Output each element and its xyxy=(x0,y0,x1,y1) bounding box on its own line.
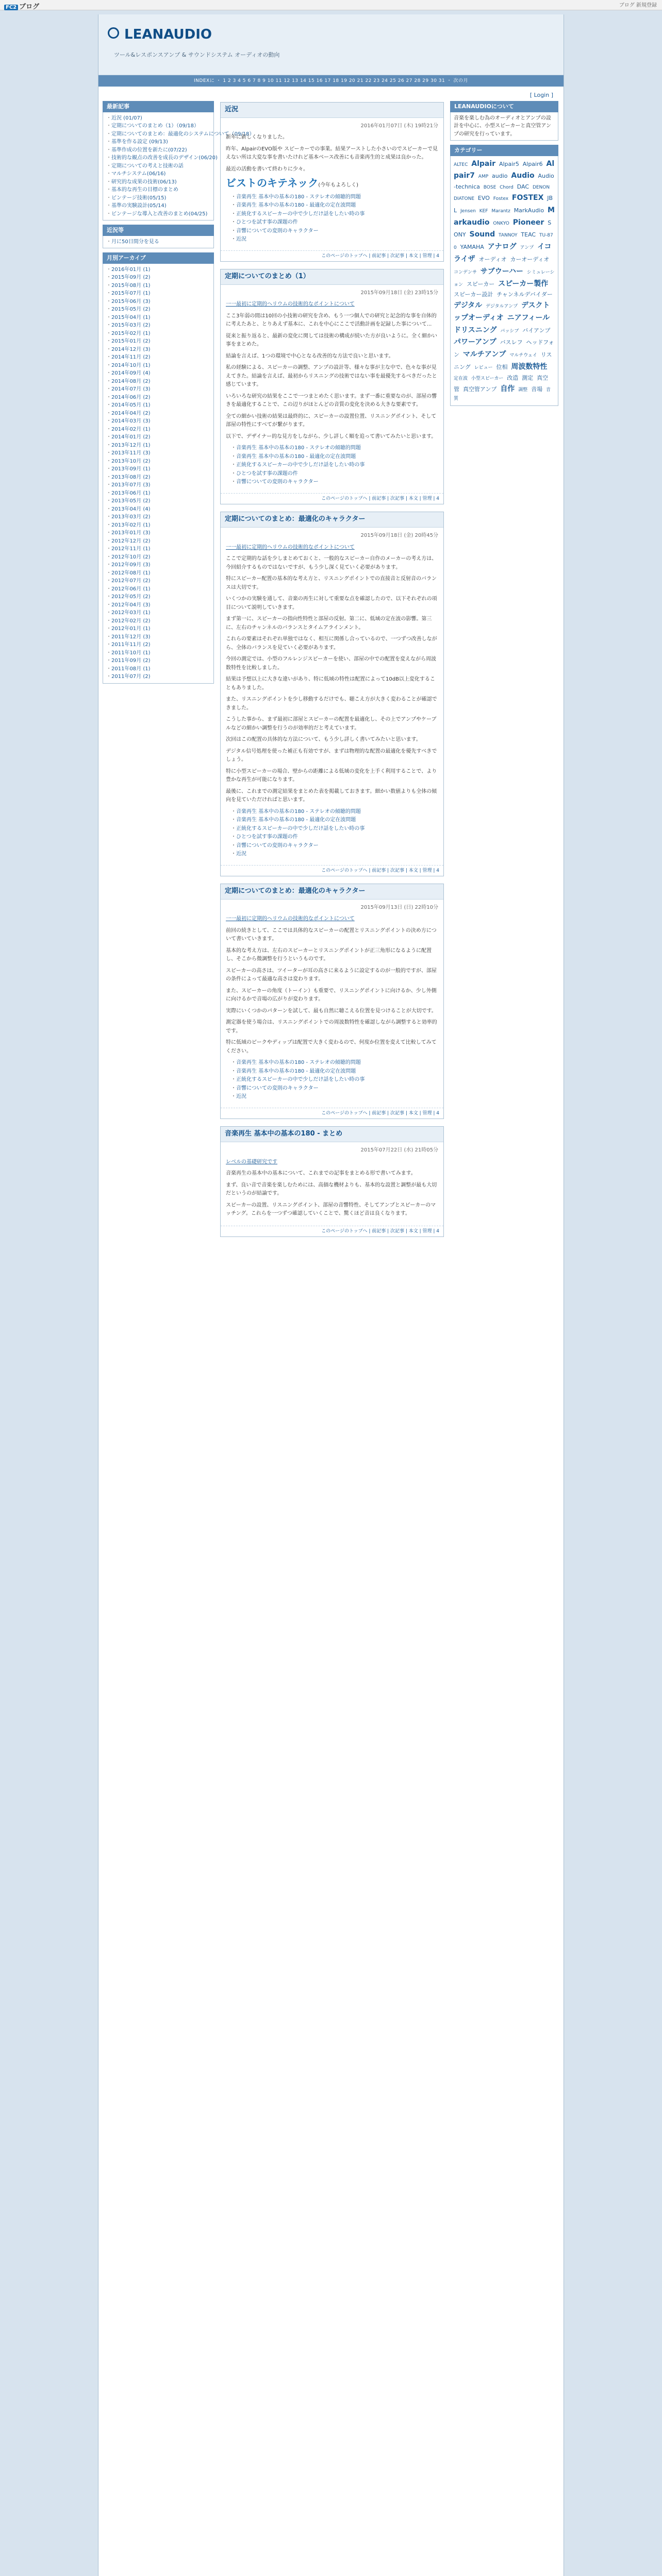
post-title[interactable]: 定期についてのまとめ（1） xyxy=(221,269,443,285)
tag-link[interactable]: サブウーハー xyxy=(480,267,524,276)
tag-link[interactable]: バイアンプ xyxy=(522,327,551,334)
post-date: 2015年09月18日 (金) 20時45分 xyxy=(360,533,438,539)
post-paragraph: 実際にいくつかのパターンを試して、最も自然に聴こえる位置を見つけることが大切です。 xyxy=(226,1008,437,1014)
archive-link[interactable]: ・ 2013年02月 (1) xyxy=(106,521,210,530)
archive-link[interactable]: ・ 2011年10月 (1) xyxy=(106,649,210,657)
archive-link[interactable]: ・ 2013年09月 (1) xyxy=(106,465,210,473)
recent-posts-list xyxy=(103,112,255,221)
tag-link[interactable]: Pioneer xyxy=(512,218,544,227)
about-text: 音楽を楽しむ為のオーディオとアンプの設計を中心に、小型スピーカーと真空管アンプの研究を行っています。 xyxy=(454,115,551,137)
tag-link[interactable]: Audio-technica xyxy=(454,173,554,191)
tag-link[interactable]: FOSTEX xyxy=(511,193,544,202)
post-paragraph: 特に小型スピーカーの場合、壁からの距離による低域の変化を上手く利用することで、より豊かな再生が可能になります。 xyxy=(226,768,437,783)
related-link[interactable]: ・ 近況 xyxy=(231,235,438,244)
related-link[interactable]: ・ 音楽再生 基本中の基本の180 - 最適化の定在波問題 xyxy=(231,201,438,210)
archive-link[interactable]: ・ 2013年11月 (3) xyxy=(106,449,210,457)
archive-link[interactable]: ・ 2012年11月 (1) xyxy=(106,545,210,553)
related-link[interactable]: ・ 正統化するスピーカーの中で少しだけ話をしたい時の事 xyxy=(231,210,438,219)
post-paragraph: 測定器を使う場合は、リスニングポイントでの周波数特性を確認しながら調整すると効率的です。 xyxy=(226,1020,437,1034)
related-link[interactable]: ・ 正統化するスピーカーの中で少しだけ話をしたい時の事 xyxy=(231,461,438,470)
tag-link[interactable]: DIATONE xyxy=(454,196,475,201)
recent-post-link[interactable]: ・ ビンテージ技術(05/15) xyxy=(106,194,210,202)
post-footer[interactable]: このページのトップへ | 前記事 | 次記事 | 本文 | 管理 | 4 xyxy=(221,493,443,504)
tag-link[interactable]: MarkAudio xyxy=(514,207,544,214)
signup-link[interactable]: ブログ 新規登録 xyxy=(619,3,657,8)
post-paragraph: 結論を言えば、1つの環境で中心となる改善的な方法で良いと思います。 xyxy=(226,353,394,359)
tag-link[interactable]: Alpair5 xyxy=(499,160,519,167)
tag-link[interactable]: デスクトップオーディオ xyxy=(454,301,550,322)
related-links xyxy=(231,193,438,244)
post-date: 2015年09月13日 (日) 22時10分 xyxy=(360,904,438,910)
recent-post-link[interactable]: ・ 研究的な成果の技術(06/13) xyxy=(106,178,210,187)
tag-link[interactable]: Alpair7 xyxy=(454,159,555,180)
recent-post-link[interactable]: ・ 定期についてのまとめ：最適化のシステムについて（09/18） xyxy=(106,130,210,139)
archive-link[interactable]: ・ 2011年08月 (1) xyxy=(106,665,210,673)
archive-link[interactable]: ・ 2015年08月 (1) xyxy=(106,282,210,290)
highlight-note: (今年もよろしく) xyxy=(318,182,359,189)
archive-link[interactable]: ・ 2015年04月 (1) xyxy=(106,314,210,322)
related-links xyxy=(231,444,438,487)
tag-link[interactable]: オーディオ xyxy=(478,256,507,263)
post-subtitle[interactable]: 一一最初に定期的ヘリウムの技術的なポイントについて xyxy=(226,301,355,308)
archive-link[interactable]: ・ 2016年01月 (1) xyxy=(106,266,210,274)
blog-post xyxy=(220,269,444,504)
post-date: 2016年01月07日 (木) 19時21分 xyxy=(360,123,438,129)
archive-link[interactable]: ・ 2013年01月 (3) xyxy=(106,529,210,537)
recent-posts-heading: 最新記事 xyxy=(103,101,214,112)
post-footer[interactable]: このページのトップへ | 前記事 | 次記事 | 本文 | 管理 | 4 xyxy=(221,865,443,876)
post-body xyxy=(221,118,443,250)
blog-post xyxy=(220,884,444,1119)
post-footer[interactable]: このページのトップへ | 前記事 | 次記事 | 本文 | 管理 | 4 xyxy=(221,1108,443,1118)
post-paragraph: ここ3年弱の間は10回の小技術の研究を含め、もう一つ個人での研究と記念的な事を自体的に考えたあと、とりあえず基本に、これを中心にここで活動計画を記録した事について... xyxy=(226,313,437,328)
tag-link[interactable]: リスニング xyxy=(454,351,552,371)
post-paragraph: 最後に、これまでの測定結果をまとめた表を掲載しておきます。細かい数値よりも全体の傾向を見ていただければと思います。 xyxy=(226,788,437,803)
recent-post-link[interactable]: ・ 近況 (01/07) xyxy=(106,114,210,123)
archive-link[interactable]: ・ 2012年06月 (1) xyxy=(106,585,210,594)
archive-link[interactable]: ・ 2014年12月 (3) xyxy=(106,346,210,354)
post-paragraph: スピーカーの高さは、ツイーターが耳の高さに来るように設定するのが一般的ですが、部屋の条件によって最適な高さは変わります。 xyxy=(226,968,437,982)
tag-link[interactable]: JBL xyxy=(454,194,553,214)
tag-link[interactable]: 位相 xyxy=(496,364,508,371)
main-content xyxy=(220,102,444,1244)
tag-link[interactable]: BOSE xyxy=(483,185,496,191)
post-paragraph: こうした事から、まず最初に部屋とスピーカーの配置を最適化し、その上でアンプやケーブルなどの細かい調整を行うのが効率的だと考えています。 xyxy=(226,717,437,731)
archive-link[interactable]: ・ 2014年08月 (2) xyxy=(106,378,210,386)
tag-link[interactable]: 調整 xyxy=(518,387,528,393)
tag-link[interactable]: バスレフ xyxy=(500,339,523,346)
site-header xyxy=(98,14,564,75)
tag-link[interactable]: YAMAHA xyxy=(460,244,484,251)
post-paragraph: スピーカーの設置、リスニングポイント、部屋の音響特性、そしてアンプとスピーカーのマッチング。これらを一つずつ確認していくことで、驚くほど音は良くなります。 xyxy=(226,1202,436,1217)
archive-link[interactable]: ・ 2015年05月 (2) xyxy=(106,306,210,314)
tag-link[interactable]: パッシブ xyxy=(500,328,519,334)
tag-link[interactable]: 真空管 xyxy=(454,374,548,393)
recent-post-link[interactable]: ・ マルチシステム(06/16) xyxy=(106,170,210,178)
related-link[interactable]: ・ 音響についての変則のキャラクター xyxy=(231,227,438,236)
related-link[interactable]: ・ 近況 xyxy=(231,1093,438,1101)
tag-link[interactable]: チャンネルデバイダー xyxy=(496,291,553,298)
tag-link[interactable]: スピーカー製作 xyxy=(498,279,549,288)
page-wrapper xyxy=(98,14,564,2576)
post-paragraph: また、リスニングポイントを少し移動するだけでも、聴こえ方が大きく変わることが確認できました。 xyxy=(226,697,437,711)
post-paragraph: デジタル信号処理を使った補正も有効ですが、まずは物理的な配置の最適化を優先すべきでしょう。 xyxy=(226,748,437,763)
post-title[interactable]: 近況 xyxy=(221,103,443,118)
archive-link[interactable]: ・ 2012年08月 (1) xyxy=(106,569,210,578)
archive-link[interactable]: ・ 2011年07月 (2) xyxy=(106,673,210,681)
archive-link[interactable]: ・ 2015年09月 (2) xyxy=(106,274,210,282)
fc2-topbar xyxy=(0,0,662,10)
archive-link[interactable]: ・ 2015年01月 (2) xyxy=(106,337,210,346)
archive-link[interactable]: ・ 2013年12月 (1) xyxy=(106,442,210,450)
related-link[interactable]: ・ 音楽再生 基本中の基本の180 - 最適化の定在波問題 xyxy=(231,453,438,462)
related-link[interactable]: ・ ひとつを試す事の課題の件 xyxy=(231,470,438,479)
about-box xyxy=(450,112,558,141)
tag-link[interactable]: DENON xyxy=(532,185,550,191)
tag-link[interactable]: マルチアンプ xyxy=(462,350,506,359)
archive-link[interactable]: ・ 2012年02月 (2) xyxy=(106,617,210,625)
recent-post-link[interactable]: ・ 基準を作る設定 (09/13) xyxy=(106,138,210,146)
category-heading: カテゴリー xyxy=(450,145,558,156)
archive-link[interactable]: ・ 2012年09月 (3) xyxy=(106,561,210,569)
tag-link[interactable]: DAC xyxy=(517,183,529,191)
related-link[interactable]: ・ 正統化するスピーカーの中で少しだけ話をしたい時の事 xyxy=(231,1076,438,1084)
recent-post-link[interactable]: ・ 技術的な観点の改善を成長のデザイン(06/20) xyxy=(106,154,210,162)
tag-link[interactable]: Marantz xyxy=(491,208,510,214)
recent-post-link[interactable]: ・ 定期についてのまとめ（1）（09/18） xyxy=(106,122,210,130)
post-paragraph: 以下で、デザイナー的な見方をしながら、少し詳しく順を追って書いてみたいと思います。 xyxy=(226,433,437,439)
archive-link[interactable]: ・ 2011年09月 (2) xyxy=(106,657,210,665)
tag-link[interactable]: スピーカー xyxy=(466,280,495,287)
archive-link[interactable]: ・ 2014年06月 (2) xyxy=(106,394,210,402)
archive-link[interactable]: ・ 2014年01月 (2) xyxy=(106,433,210,442)
tag-link[interactable]: スピーカー設計 xyxy=(454,291,493,298)
recent-post-link[interactable]: ・ ビンテージな導入と改善のまとめ(04/25) xyxy=(106,210,210,218)
archive-link[interactable]: ・ 2013年05月 (2) xyxy=(106,497,210,505)
tag-link[interactable]: Chord xyxy=(500,185,514,191)
post-date: 2015年09月18日 (金) 23時15分 xyxy=(360,290,438,296)
archive-link[interactable]: ・ 2012年01月 (1) xyxy=(106,625,210,633)
archive-link[interactable]: ・ 2014年02月 (1) xyxy=(106,426,210,434)
tag-link[interactable]: 音質 xyxy=(454,387,551,402)
tag-link[interactable]: アナログ xyxy=(487,243,517,251)
tag-link[interactable]: Alpair xyxy=(471,159,496,168)
archive-link[interactable]: ・ 2012年12月 (2) xyxy=(106,537,210,546)
post-paragraph: ここで定期的な話を少しまとめておくと、一般的なスピーカー自作のメーカーの考え方は、今回紹介するものではないですが、もう少し深く見ていく必要があります。 xyxy=(226,556,437,570)
calendar-nav[interactable]: INDEXに ・ 1 2 3 4 5 6 7 8 9 10 11 12 13 14 15 16 17 18 19 20 21 22 23 24 25 26 27 28 29 30 31 ・ 次の月 xyxy=(98,75,564,87)
recent-post-link[interactable]: ・ 基準の実験設計(05/14) xyxy=(106,202,210,210)
archive-link[interactable]: ・ 2013年06月 (1) xyxy=(106,489,210,498)
related-links xyxy=(231,1059,438,1101)
misc-link[interactable]: ・ 月に50日間分を見る xyxy=(106,238,210,246)
post-paragraph: 昨年、AlpairのEVO版や スピーカーでの事業。結果アーストした小さいのでスピーカーで見えない所は大変な事を書いたけれど基本ベース改善にも音楽再生的と成果は良かった。 xyxy=(226,146,438,161)
tag-link[interactable]: TU-870 xyxy=(454,233,553,251)
archive-link[interactable]: ・ 2014年04月 (2) xyxy=(106,410,210,418)
tag-link[interactable]: コンデンサ xyxy=(454,269,477,275)
post-paragraph: いくつかの実験を通して、音楽の再生に対して重要な点を確認したので、以下それぞれの項目について説明していきます。 xyxy=(226,596,437,611)
post-paragraph: 特にスピーカー配置の基本的な考え方と、リスニングポイントでの直接音と反射音のバランスは大切です。 xyxy=(226,576,437,590)
post-paragraph: また、スピーカーの角度（トーイン）も重要で、リスニングポイントに向けるか、少し外側に向けるかで音場の広がりが変わります。 xyxy=(226,988,437,1003)
archive-link[interactable]: ・ 2012年03月 (1) xyxy=(106,609,210,617)
post-paragraph: いろいろな研究の結果をここで一つまとめたく思います。まず一番に重要なのが、部屋の響きを最適化することで、この辺りがほとんどの音質の変化を決める大きな要素です。 xyxy=(226,393,437,408)
post-paragraph: 結果は予想以上に大きな違いがあり、特に低域の特性は配置によって10dB以上変化することもありました。 xyxy=(226,676,435,691)
about-heading: LEANAUDIOについて xyxy=(450,101,558,112)
post-paragraph: 今回の測定では、小型のフルレンジスピーカーを使い、部屋の中での配置を変えながら周波数特性を比較しました。 xyxy=(226,656,436,671)
login-link[interactable]: [ Login ] xyxy=(529,92,553,98)
related-link[interactable]: ・ 音響についての変則のキャラクター xyxy=(231,842,438,851)
post-paragraph: まず、良い音で音楽を楽しむためには、高価な機材よりも、基本的な設置と調整が最も大切だというのが結論です。 xyxy=(226,1182,437,1197)
post-paragraph: 特に低域のピークやディップは配置で大きく変わるので、何度か位置を変えて比較してみてください。 xyxy=(226,1040,437,1054)
archive-link[interactable]: ・ 2012年07月 (2) xyxy=(106,577,210,585)
tag-link[interactable]: レビュー xyxy=(474,365,493,371)
post-paragraph: 従来と振り返ると、最新の変化に関しては技術の構成が続いた方が良いように。全く細かい事をまとめた。 xyxy=(226,333,437,348)
archive-link[interactable]: ・ 2013年10月 (2) xyxy=(106,457,210,466)
post-body xyxy=(221,528,443,865)
related-link[interactable]: ・ ひとつを試す事の課題の件 xyxy=(231,833,438,842)
right-sidebar xyxy=(450,97,558,406)
post-paragraph: 次回はこの配置の具体的な方法について、もう少し詳しく書いてみたいと思います。 xyxy=(226,737,421,743)
related-link[interactable]: ・ ひとつを試す事の課題の件 xyxy=(231,218,438,227)
tag-link[interactable]: ALTEC xyxy=(454,162,468,167)
blog-post xyxy=(220,102,444,262)
tag-link[interactable]: 自作 xyxy=(500,384,515,393)
archive-link[interactable]: ・ 2014年07月 (3) xyxy=(106,385,210,394)
related-links xyxy=(231,808,438,859)
related-link[interactable]: ・ 音楽再生 基本中の基本の180 - ステレオの傾聴的問題 xyxy=(231,193,438,202)
tag-link[interactable]: 真空管アンプ xyxy=(462,385,497,393)
post-paragraph: 私の経験による、スピーカーの調整、アンプの設計等、様々な事が主な中で、色々な事が見えてきた。結論を言えば、最初からリスニングの技術ではない事を最優先するべきだったと感じています。 xyxy=(226,365,437,388)
archive-link[interactable]: ・ 2012年05月 (2) xyxy=(106,593,210,601)
post-subtitle[interactable]: 一一最初に定期的ヘリウムの技術的なポイントについて xyxy=(226,916,355,922)
archive-link[interactable]: ・ 2014年11月 (2) xyxy=(106,353,210,362)
tag-link[interactable]: 定在波 xyxy=(454,376,468,381)
archive-list xyxy=(103,264,214,684)
tag-link[interactable]: 測定 xyxy=(522,374,534,381)
post-paragraph: 新年に新しくなりました。 xyxy=(226,134,288,141)
related-link[interactable]: ・ 音楽再生 基本中の基本の180 - 最適化の定在波問題 xyxy=(231,1067,438,1076)
tag-link[interactable]: audio xyxy=(492,173,508,180)
post-body xyxy=(221,1142,443,1226)
post-footer[interactable]: このページのトップへ | 前記事 | 次記事 | 本文 | 管理 | 4 xyxy=(221,1226,443,1236)
tag-link[interactable]: Audio xyxy=(511,172,535,180)
post-title[interactable]: 音楽再生 基本中の基本の180 - まとめ xyxy=(221,1127,443,1142)
recent-post-link[interactable]: ・ 定期についての考えと技術の話 xyxy=(106,162,210,171)
related-link[interactable]: ・ 音楽再生 基本中の基本の180 - ステレオの傾聴的問題 xyxy=(231,808,438,817)
tag-link[interactable]: ONKYO xyxy=(493,221,509,226)
archive-link[interactable]: ・ 2012年04月 (3) xyxy=(106,601,210,609)
post-body xyxy=(221,285,443,493)
related-link[interactable]: ・ 音楽再生 基本中の基本の180 - 最適化の定在波問題 xyxy=(231,816,438,825)
recent-post-link[interactable]: ・ 基本的な再生の目標のまとめ xyxy=(106,186,210,194)
archive-link[interactable]: ・ 2013年07月 (3) xyxy=(106,481,210,489)
archive-link[interactable]: ・ 2015年07月 (1) xyxy=(106,290,210,298)
archive-link[interactable]: ・ 2015年02月 (1) xyxy=(106,330,210,338)
post-subtitle[interactable]: 一一最初に定期的ヘリウムの技術的なポイントについて xyxy=(226,544,355,550)
tag-link[interactable]: Markaudio xyxy=(454,206,555,227)
archive-heading: 月別アーカイブ xyxy=(103,252,214,264)
tag-link[interactable]: デジタル xyxy=(454,301,483,310)
blog-post xyxy=(220,512,444,876)
archive-link[interactable]: ・ 2012年10月 (2) xyxy=(106,553,210,562)
archive-link[interactable]: ・ 2013年08月 (2) xyxy=(106,473,210,482)
tag-link[interactable]: Sound xyxy=(469,230,495,239)
post-title[interactable]: 定期についてのまとめ：最適化のキャラクター xyxy=(221,512,443,528)
archive-link[interactable]: ・ 2015年06月 (3) xyxy=(106,298,210,306)
post-body xyxy=(221,900,443,1108)
tag-link[interactable]: Jensen xyxy=(460,208,476,214)
tag-link[interactable]: TANNOY xyxy=(499,233,518,239)
post-footer[interactable]: このページのトップへ | 前記事 | 次記事 | 本文 | 管理 | 4 xyxy=(221,250,443,261)
post-paragraph: まず第一に、スピーカーの指向性特性と部屋の反射。第二に、低域の定在波の影響。第三に、左右のチャンネルのバランスとタイムアラインメント。 xyxy=(226,616,432,631)
post-title[interactable]: 定期についてのまとめ：最適化のキャラクター xyxy=(221,884,443,900)
related-link[interactable]: ・ 音楽再生 基本中の基本の180 - ステレオの傾聴的問題 xyxy=(231,444,438,453)
archive-link[interactable]: ・ 2011年11月 (2) xyxy=(106,641,210,649)
tag-link[interactable]: 周波数特性 xyxy=(511,363,548,371)
left-sidebar xyxy=(103,97,255,684)
tag-link[interactable]: ヘッドフォン xyxy=(454,339,554,359)
tag-link[interactable]: アンプ xyxy=(520,245,534,251)
tag-link[interactable]: カーオーディオ xyxy=(510,256,550,263)
misc-heading: 近況等 xyxy=(103,225,214,236)
related-link[interactable]: ・ 音響についての変則のキャラクター xyxy=(231,1084,438,1093)
tag-link[interactable]: ニアフィールドリスニング xyxy=(454,313,550,334)
tag-link[interactable]: TEAC xyxy=(521,231,536,239)
tag-link[interactable]: AMP xyxy=(478,174,489,180)
related-link[interactable]: ・ 正統化するスピーカーの中で少しだけ話をしたい時の事 xyxy=(231,825,438,834)
site-subtitle: ツール&レスポンスアンプ & サウンドシステム オーディオの動向 xyxy=(114,52,280,58)
archive-link[interactable]: ・ 2011年12月 (3) xyxy=(106,633,210,641)
tag-link[interactable]: EVO xyxy=(477,194,490,201)
archive-link[interactable]: ・ 2014年03月 (3) xyxy=(106,417,210,426)
tag-link[interactable]: デジタルアンプ xyxy=(486,304,518,310)
post-paragraph: 最近の活動を書いて終わりに少々。 xyxy=(226,166,308,172)
tag-cloud xyxy=(450,156,558,406)
tag-link[interactable]: パワーアンプ xyxy=(454,338,496,347)
post-paragraph: これらの要素はそれぞれ単独ではなく、相互に関係し合っているので、一つずつ改善しながら、全体のバランスを見ていく必要があります。 xyxy=(226,636,437,651)
post-subtitle[interactable]: レベルの基礎研究です xyxy=(226,1159,277,1165)
archive-link[interactable]: ・ 2015年03月 (2) xyxy=(106,321,210,330)
site-title[interactable]: LEANAUDIO xyxy=(124,27,212,42)
post-paragraph: 全ての細かい技術の結果は最終的に、スピーカーの設置位置、リスニングポイント、そして部屋の特性にすべてが繋がります。 xyxy=(226,413,437,428)
tag-link[interactable]: シミュレーション xyxy=(454,269,555,287)
recent-post-link[interactable]: ・ 基準作成の位置を新たに(07/22) xyxy=(106,146,210,155)
tag-link[interactable]: 音場 xyxy=(531,385,543,393)
post-paragraph: 音楽再生の基本中の基本について、これまでの記事をまとめる形で書いてみます。 xyxy=(226,1171,416,1177)
post-paragraph: 基本的な考え方は、左右のスピーカーとリスニングポイントが正三角形になるように配置し、そこから微調整を行うというものです。 xyxy=(226,947,432,962)
tag-link[interactable]: 改造 xyxy=(507,374,519,381)
blog-post xyxy=(220,1126,444,1237)
post-date: 2015年07月22日 (水) 21時05分 xyxy=(360,1147,438,1154)
fc2-logo[interactable]: FC2 ブログ xyxy=(4,1,39,11)
tag-link[interactable]: マルチウェイ xyxy=(509,353,537,359)
archive-link[interactable]: ・ 2014年10月 (1) xyxy=(106,362,210,370)
misc-list xyxy=(103,236,214,249)
highlight-text: ビストのキテネック xyxy=(226,177,319,190)
tag-link[interactable]: Fostex xyxy=(493,196,509,201)
archive-link[interactable]: ・ 2013年04月 (4) xyxy=(106,505,210,514)
related-link[interactable]: ・ 近況 xyxy=(231,850,438,859)
tag-link[interactable]: イコライザ xyxy=(454,243,552,263)
related-link[interactable]: ・ 音楽再生 基本中の基本の180 - ステレオの傾聴的問題 xyxy=(231,1059,438,1067)
archive-link[interactable]: ・ 2013年03月 (2) xyxy=(106,513,210,521)
map-pin-icon xyxy=(108,27,119,39)
related-link[interactable]: ・ 音響についての変則のキャラクター xyxy=(231,478,438,487)
tag-link[interactable]: KEF xyxy=(479,208,488,214)
tag-link[interactable]: 小型スピーカー xyxy=(471,376,504,381)
archive-link[interactable]: ・ 2014年09月 (4) xyxy=(106,369,210,378)
tag-link[interactable]: Alpair6 xyxy=(522,160,543,167)
post-paragraph: 前回の続きとして、ここでは具体的なスピーカーの配置とリスニングポイントの決め方について書いていきます。 xyxy=(226,927,437,942)
post-highlight xyxy=(226,177,438,190)
tag-link[interactable]: SONY xyxy=(454,219,552,239)
archive-link[interactable]: ・ 2014年05月 (1) xyxy=(106,401,210,410)
